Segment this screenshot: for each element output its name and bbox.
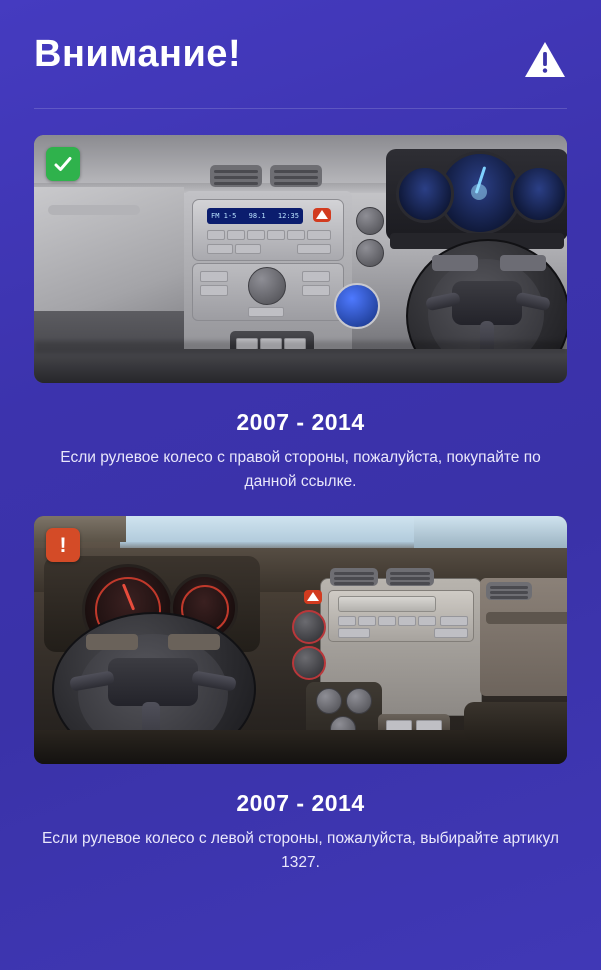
warning-triangle-icon: [523, 38, 567, 82]
ac-dial-upper[interactable]: [292, 610, 326, 644]
exclamation-badge-label: !: [59, 533, 67, 557]
card-rhd-text: Если рулевое колесо с правой стороны, пожалуйста, покупайте по данной ссылке.: [60, 449, 541, 491]
header: [0, 0, 601, 82]
radio-head-unit: [192, 199, 344, 261]
radio-display: [207, 208, 303, 224]
card-rhd-year: 2007 - 2014: [236, 409, 365, 435]
card-rhd[interactable]: [34, 135, 567, 383]
climate-knob-lower[interactable]: [356, 239, 384, 267]
exclamation-badge: [46, 528, 80, 562]
hazard-button-lhd[interactable]: [304, 590, 322, 604]
console-knob-1[interactable]: [316, 688, 342, 714]
card-lhd-text: Если рулевое колесо с левой стороны, пожалуйста, выбирайте артикул 1327.: [42, 830, 559, 872]
check-badge: [46, 147, 80, 181]
radio-clock: 12:35: [277, 212, 299, 220]
page-title: Внимание!: [34, 33, 242, 75]
climate-knob-upper[interactable]: [356, 207, 384, 235]
volume-knob[interactable]: [248, 267, 286, 305]
car-interior-rhd-illustration: [34, 135, 567, 383]
console-knob-2[interactable]: [346, 688, 372, 714]
card-lhd-year: 2007 - 2014: [236, 790, 365, 817]
ac-dial-lower[interactable]: [292, 646, 326, 680]
card-lhd[interactable]: [34, 516, 567, 764]
car-interior-lhd-illustration: [34, 516, 567, 764]
radio-frequency: 98.1: [248, 212, 266, 220]
hazard-button[interactable]: [313, 208, 331, 222]
header-divider: [34, 108, 567, 109]
ac-temperature-dial[interactable]: [334, 283, 380, 329]
radio-band: FM 1-5: [211, 212, 237, 220]
